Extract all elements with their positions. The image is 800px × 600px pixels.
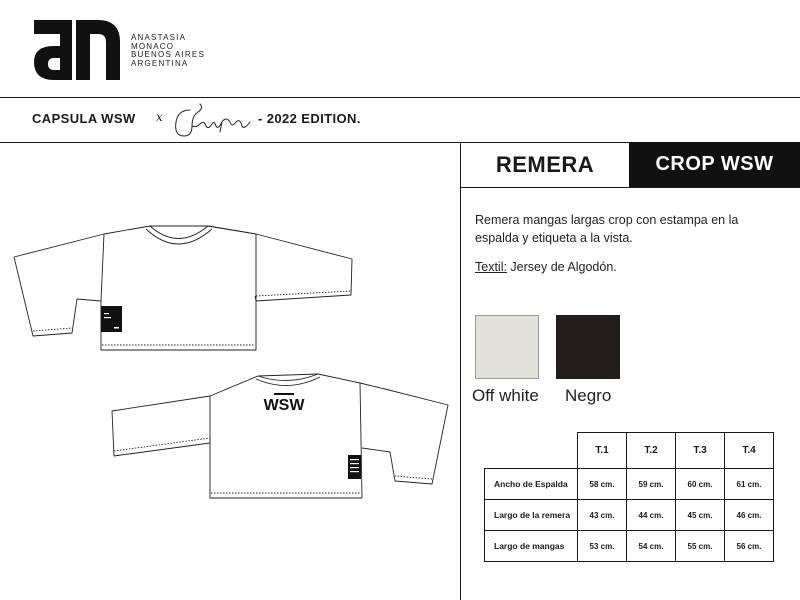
front-view-drawing — [14, 226, 352, 350]
table-cell: 58 cm. — [578, 469, 627, 500]
color-label-off-white: Off white — [472, 386, 539, 405]
collab-x: x — [156, 110, 163, 124]
table-cell: 46 cm. — [725, 500, 774, 531]
size-table — [484, 432, 774, 562]
back-print-text: WSW — [263, 397, 305, 414]
table-cell: 54 cm. — [627, 531, 676, 562]
table-row — [485, 469, 774, 500]
table-cell: 56 cm. — [725, 531, 774, 562]
header-divider-top — [0, 97, 800, 98]
color-swatch-off-white — [475, 315, 539, 379]
textil-value: Jersey de Algodón. — [506, 260, 617, 274]
product-description: Remera mangas largas crop con estampa en la espalda y etiqueta a la vista. — [475, 213, 739, 245]
table-row — [485, 531, 774, 562]
brand-wordmark — [131, 34, 205, 68]
size-header: T.3 — [676, 433, 725, 469]
brand-line-3: BUENOS AIRES — [131, 50, 205, 59]
table-cell: 53 cm. — [578, 531, 627, 562]
product-name: REMERA — [495, 151, 595, 177]
table-cell: 59 cm. — [627, 469, 676, 500]
size-header: T.2 — [627, 433, 676, 469]
table-cell: 61 cm. — [725, 469, 774, 500]
brand-logo-mark — [32, 18, 122, 82]
row-label: Ancho de Espalda — [485, 469, 578, 500]
row-label: Largo de la remera — [485, 500, 578, 531]
title-underline — [461, 187, 800, 188]
color-swatch-negro — [556, 315, 620, 379]
textil-label: Textil: — [475, 260, 507, 274]
brand-line-1: ANASTASIA — [131, 33, 187, 42]
table-cell: 55 cm. — [676, 531, 725, 562]
size-header: T.4 — [725, 433, 774, 469]
collaborator-signature-icon — [170, 102, 252, 140]
size-header: T.1 — [578, 433, 627, 469]
product-model: CROP WSW — [629, 142, 800, 187]
table-cell: 45 cm. — [676, 500, 725, 531]
capsule-title: CAPSULA WSW — [32, 111, 136, 126]
brand-line-4: ARGENTINA — [131, 58, 189, 68]
row-label: Largo de mangas — [485, 531, 578, 562]
size-table-corner — [485, 433, 578, 469]
back-view-drawing — [112, 374, 448, 498]
edition-label: - 2022 EDITION. — [258, 111, 361, 126]
panel-divider — [460, 142, 461, 600]
brand-line-2: MONACO — [131, 41, 175, 51]
garment-drawings — [0, 143, 460, 600]
table-cell: 44 cm. — [627, 500, 676, 531]
textil-line — [475, 260, 617, 274]
color-label-negro: Negro — [565, 386, 612, 405]
table-cell: 60 cm. — [676, 469, 725, 500]
table-cell: 43 cm. — [578, 500, 627, 531]
table-row — [485, 500, 774, 531]
size-table-header-row — [485, 433, 774, 469]
